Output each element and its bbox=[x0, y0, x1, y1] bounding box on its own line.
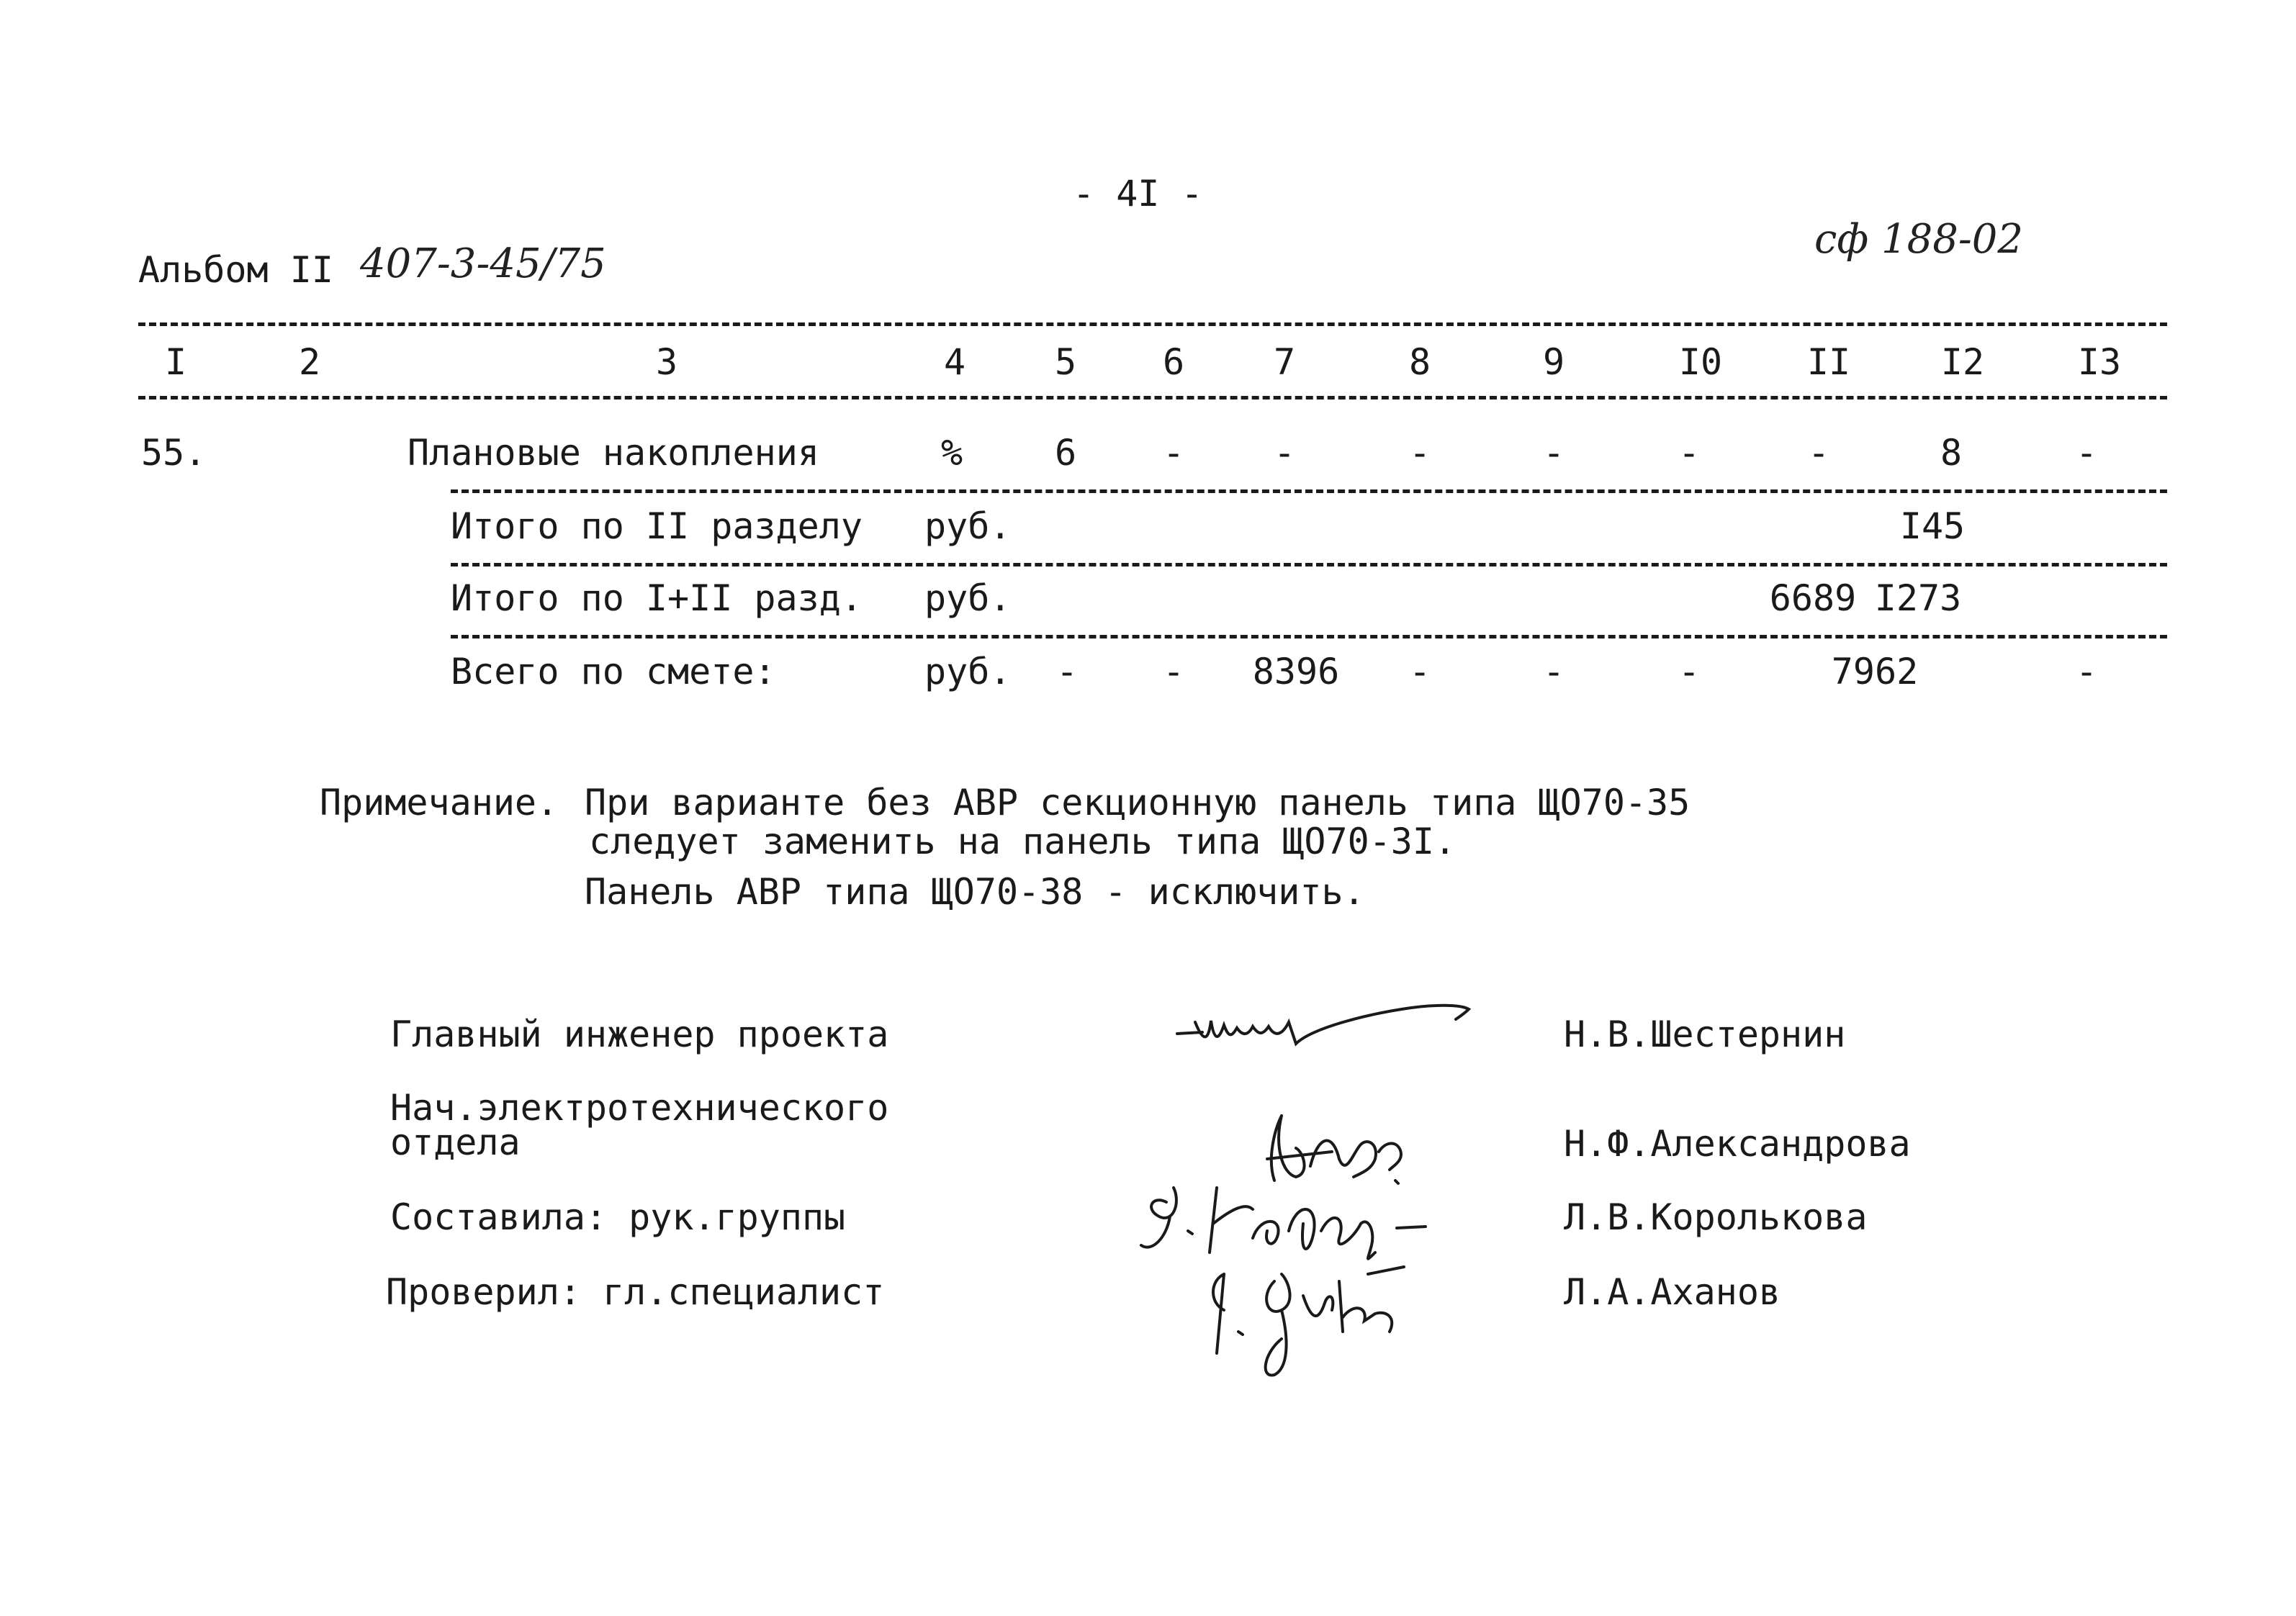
doc-code-handwritten: сф 188-02 bbox=[1814, 216, 2024, 263]
col-header-13: I3 bbox=[2077, 341, 2122, 383]
cell-c12: I45 bbox=[1899, 505, 1966, 547]
col-header-1: I bbox=[164, 341, 187, 383]
col-header-3: 3 bbox=[655, 341, 678, 383]
signature-role: Составила: рук.группы bbox=[390, 1196, 846, 1238]
cell-c11: 6689 bbox=[1769, 577, 1857, 619]
signature-role: отдела bbox=[390, 1121, 521, 1163]
note-line-1: При варианте без АВР секционную панель типа ЩО70-35 bbox=[585, 782, 1691, 823]
col-header-5: 5 bbox=[1054, 341, 1077, 383]
row-unit: руб. bbox=[924, 505, 1012, 547]
signature-role: Проверил: гл.специалист bbox=[386, 1271, 885, 1313]
row-unit: % bbox=[940, 432, 963, 474]
cell-c12: 8 bbox=[1940, 432, 1963, 474]
table-rule-row1 bbox=[451, 489, 2167, 493]
cell-c5: 6 bbox=[1054, 432, 1077, 474]
row-unit: руб. bbox=[924, 577, 1012, 619]
cell-c6: - bbox=[1162, 651, 1185, 692]
row-number: 55. bbox=[141, 432, 207, 474]
table-rule-top bbox=[138, 322, 2167, 326]
cell-c11-12: 7962 bbox=[1831, 651, 1919, 692]
col-header-8: 8 bbox=[1408, 341, 1431, 383]
row-name: Итого по II разделу bbox=[451, 505, 863, 547]
cell-c9: - bbox=[1542, 432, 1565, 474]
signature-name: Л.В.Королькова bbox=[1564, 1196, 1868, 1238]
col-header-11: II bbox=[1806, 341, 1851, 383]
cell-c7: - bbox=[1273, 432, 1296, 474]
cell-c12: I273 bbox=[1874, 577, 1962, 619]
cell-c13: - bbox=[2075, 651, 2098, 692]
col-header-6: 6 bbox=[1162, 341, 1185, 383]
cell-c8: - bbox=[1408, 432, 1431, 474]
col-header-2: 2 bbox=[298, 341, 321, 383]
cell-c5: - bbox=[1055, 651, 1079, 692]
album-code-handwritten: 407-3-45/75 bbox=[360, 240, 606, 287]
cell-c7: 8396 bbox=[1252, 651, 1340, 692]
cell-c10: - bbox=[1678, 651, 1701, 692]
col-header-9: 9 bbox=[1542, 341, 1565, 383]
signature-name: Н.Ф.Александрова bbox=[1564, 1123, 1911, 1165]
album-label: Альбом II bbox=[138, 249, 333, 291]
signature-scribble-chief-engineer bbox=[1174, 1001, 1534, 1058]
note-line-2: следует заменить на панель типа ЩО70-3I. bbox=[589, 821, 1457, 862]
row-name: Плановые накопления bbox=[408, 432, 819, 474]
note-label: Примечание. bbox=[320, 782, 559, 823]
col-header-10: I0 bbox=[1678, 341, 1723, 383]
row-name: Итого по I+II разд. bbox=[451, 577, 863, 619]
cell-c6: - bbox=[1162, 432, 1185, 474]
signature-role: Нач.электротехнического bbox=[390, 1087, 889, 1129]
table-rule-header bbox=[138, 396, 2167, 400]
page-number: - 4I - bbox=[1073, 173, 1203, 215]
row-unit: руб. bbox=[924, 651, 1012, 692]
table-rule-row3 bbox=[451, 635, 2167, 638]
cell-c13: - bbox=[2075, 432, 2098, 474]
col-header-4: 4 bbox=[943, 341, 966, 383]
cell-c9: - bbox=[1542, 651, 1565, 692]
cell-c11: - bbox=[1807, 432, 1830, 474]
col-header-12: I2 bbox=[1940, 341, 1985, 383]
note-line-3: Панель АВР типа ЩО70-38 - исключить. bbox=[585, 871, 1365, 913]
cell-c10: - bbox=[1678, 432, 1701, 474]
table-rule-row2 bbox=[451, 563, 2167, 566]
signature-name: Н.В.Шестернин bbox=[1564, 1014, 1846, 1055]
col-header-7: 7 bbox=[1273, 341, 1296, 383]
signature-role: Главный инженер проекта bbox=[390, 1014, 889, 1055]
row-name: Всего по смете: bbox=[451, 651, 776, 692]
signature-name: Л.А.Аханов bbox=[1564, 1271, 1781, 1313]
cell-c8: - bbox=[1408, 651, 1431, 692]
signature-scribble-checker bbox=[1195, 1252, 1454, 1382]
